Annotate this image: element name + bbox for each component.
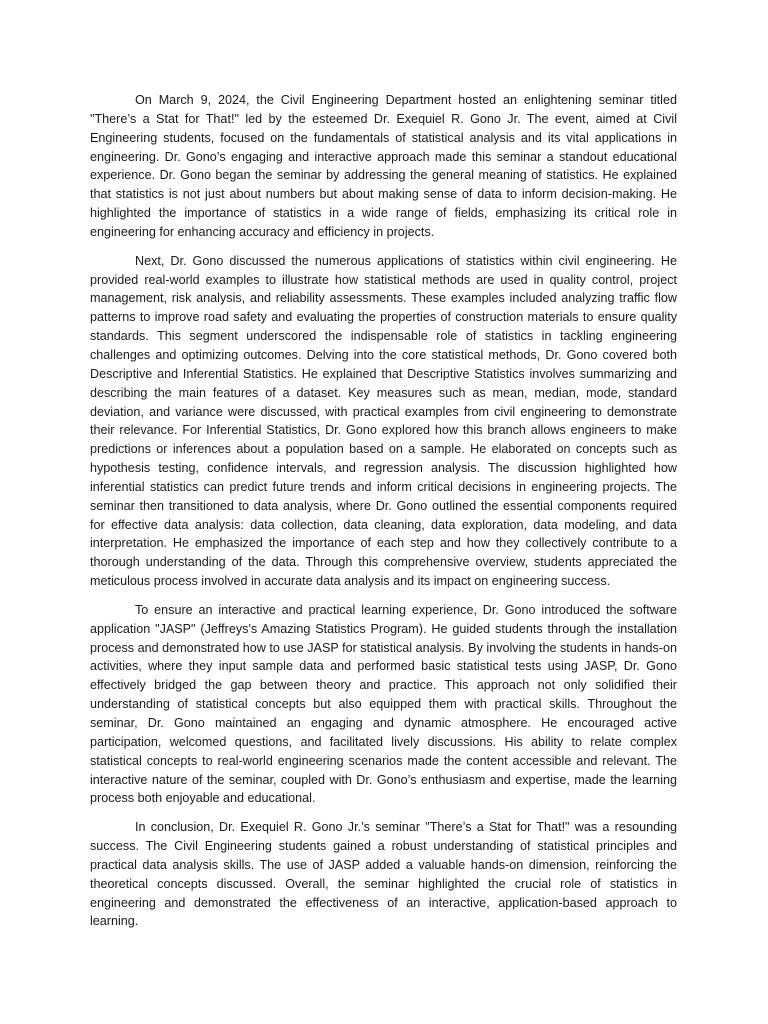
document-body xyxy=(90,91,677,941)
paragraph-conclusion: In conclusion, Dr. Exequiel R. Gono Jr.’s seminar "There’s a Stat for That!" was a resounding success. The Civil Engineering students gained a robust understanding of statistical principles and practical data analysis skills. The use of JASP added a valuable hands-on dimension, reinforcing the theoretical concepts discussed. Overall, the seminar highlighted the crucial role of statistics in engineering and demonstrated the effectiveness of an interactive, application-based approach to learning. xyxy=(90,820,677,929)
paragraph-jasp: To ensure an interactive and practical learning experience, Dr. Gono introduced the software application "JASP" (Jeffreys's Amazing Statistics Program). He guided students through the installation process and demonstrated how to use JASP for statistical analysis. By involving the students in hands-on activities, where they input sample data and performed basic statistical tests using JASP, Dr. Gono effectively bridged the gap between theory and practice. This approach not only solidified their understanding of statistical concepts but also equipped them with practical skills. Throughout the seminar, Dr. Gono maintained an engaging and dynamic atmosphere. He encouraged active participation, welcomed questions, and facilitated lively discussions. His ability to relate complex statistical concepts to real-world engineering scenarios made the content accessible and relevant. The interactive nature of the seminar, coupled with Dr. Gono’s enthusiasm and expertise, made the learning process both enjoyable and educational. xyxy=(90,602,677,806)
paragraph-applications: Next, Dr. Gono discussed the numerous applications of statistics within civil engineering. He provided real-world examples to illustrate how statistical methods are used in quality control, project management, risk analysis, and reliability assessments. These examples included analyzing traffic flow patterns to improve road safety and evaluating the properties of construction materials to ensure quality standards. This segment underscored the indispensable role of statistics in tackling engineering challenges and optimizing outcomes. Delving into the core statistical methods, Dr. Gono covered both Descriptive and Inferential Statistics. He explained that Descriptive Statistics involves summarizing and describing the main features of a dataset. Key measures such as mean, median, mode, standard deviation, and variance were discussed, with practical examples from civil engineering to demonstrate their relevance. For Inferential Statistics, Dr. Gono explored how this branch allows engineers to make predictions or inferences about a population based on a sample. He elaborated on concepts such as hypothesis testing, confidence intervals, and regression analysis. The discussion highlighted how inferential statistics can predict future trends and inform critical decisions in engineering projects. The seminar then transitioned to data analysis, where Dr. Gono outlined the essential components required for effective data analysis: data collection, data cleaning, data exploration, data modeling, and data interpretation. He emphasized the importance of each step and how they collectively contribute to a thorough understanding of the data. Through this comprehensive overview, students appreciated the meticulous process involved in accurate data analysis and its impact on engineering success. xyxy=(90,253,677,589)
paragraph-intro: On March 9, 2024, the Civil Engineering Department hosted an enlightening seminar titled "There’s a Stat for That!" led by the esteemed Dr. Exequiel R. Gono Jr. The event, aimed at Civil Engineering students, focused on the fundamentals of statistical analysis and its vital applications in engineering. Dr. Gono’s engaging and interactive approach made this seminar a standout educational experience. Dr. Gono began the seminar by addressing the general meaning of statistics. He explained that statistics is not just about numbers but about making sense of data to inform decision-making. He highlighted the importance of statistics in a wide range of fields, emphasizing its critical role in engineering for enhancing accuracy and efficiency in projects. xyxy=(90,93,677,239)
